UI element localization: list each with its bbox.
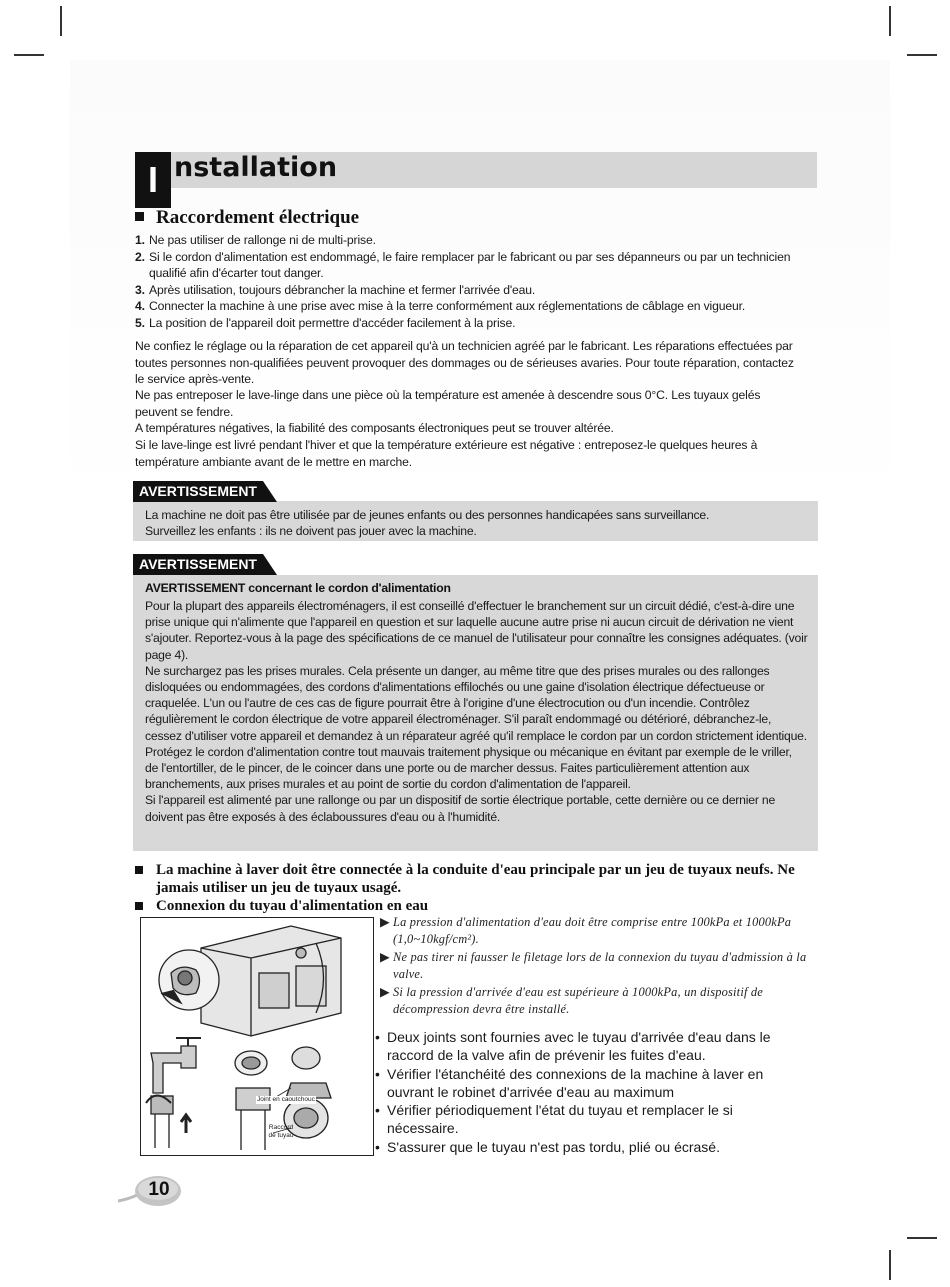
hose-check-list — [375, 1028, 805, 1156]
list-item: 5. La position de l'appareil doit permettre d'accéder facilement à la prise. — [135, 315, 516, 330]
warning-box-power-cord — [133, 575, 818, 851]
arrow-bullet-icon: ▶ — [380, 950, 390, 964]
section-heading-hoses: La machine à laver doit être connectée à la conduite d'eau principale par un jeu de tuyaux neufs. Ne jamais utiliser un jeu de tuyaux usagé. — [135, 861, 805, 897]
list-item: • S'assurer que le tuyau n'est pas tordu, plié ou écrasé. — [375, 1138, 720, 1155]
warning-box-children — [133, 501, 818, 541]
figure-label-coupler: Raccord de tuyau — [268, 1124, 294, 1139]
section-heading-electrical: Raccordement électrique — [135, 207, 359, 229]
page-title: nstallation — [174, 152, 338, 183]
warning-paragraph: Protégez le cordon d'alimentation contre tout mauvais traitement physique ou mécanique en évitant par exemple de le vriller, de l'entortiller, de le pincer, de le coincer dans une porte ou de marcher dessus. Faites particulièrement attention aux branchements, aux prises murales et au point de sortie du cordon d'alimentation de l'appareil. — [145, 744, 792, 792]
title-initial: I — [135, 152, 171, 208]
paragraph-winter-delivery: Si le lave-linge est livré pendant l'hiver et que la température extérieure est négative : entreposez-le quelques heures à température ambiante avant de le mettre en marche. — [135, 438, 758, 469]
warning-line: Surveillez les enfants : ils ne doivent pas jouer avec la machine. — [145, 524, 477, 539]
list-item: ▶ Ne pas tirer ni fausser le filetage lors de la connexion du tuyau d'admission à la valve. — [380, 950, 807, 981]
warning-paragraph: Ne surchargez pas les prises murales. Cela présente un danger, au même titre que des prises murales ou des rallonges disloquées ou endommagées, des cordons d'alimentations effilochés ou une gaine d'isolation électrique défectueuse or craquelée. L'un ou l'autre de ces cas de figure pourrait être à l'origine d'une électrocution ou d'un incendie. Contrôlez régulièrement le cordon électrique de votre appareil électroménager. S'il paraît endommagé ou détérioré, débranchez-le, cessez d'utiliser votre appareil et demandez à un réparateur agréé qu'il remplace le cordon par un cordon strictement identique. — [145, 663, 807, 743]
paragraph-negative-temp: A températures négatives, la fiabilité des composants électroniques peut se trouver altérée. — [135, 421, 614, 435]
warning-tag: AVERTISSEMENT — [133, 554, 263, 575]
hose-diagram-icon — [141, 918, 373, 1155]
list-item: 1. Ne pas utiliser de rallonge ni de multi-prise. — [135, 233, 376, 247]
paragraph-repair: Ne confiez le réglage ou la réparation de cet appareil qu'à un technicien agréé par le fabricant. Les réparations effectuées par toutes personnes non-qualifiées peuvent provoquer des dommages ou de sérieuses avaries. Pour toute réparation, contactez le service après-vente. — [135, 339, 794, 386]
list-item: 2. Si le cordon d'alimentation est endommagé, le faire remplacer par le fabricant ou par ses dépanneurs ou par un technicien qualifié afin d'écarter tout danger. — [135, 249, 791, 280]
page-number-badge — [118, 1175, 182, 1207]
arrow-bullet-icon: ▶ — [380, 915, 390, 929]
list-item: 3. Après utilisation, toujours débrancher la machine et fermer l'arrivée d'eau. — [135, 282, 536, 297]
page-number: 10 — [148, 1179, 170, 1200]
warning-tag: AVERTISSEMENT — [133, 481, 263, 502]
list-item: • Vérifier l'étanchéité des connexions de la machine à laver en ouvrant le robinet d'arrivée d'eau au maximum — [375, 1065, 764, 1100]
square-bullet-icon — [135, 212, 144, 221]
list-item: • Deux joints sont fournies avec le tuyau d'arrivée d'eau dans le raccord de la valve afin de prévenir les fuites d'eau. — [375, 1029, 771, 1064]
paragraph-frost: Ne pas entreposer le lave-linge dans une pièce où la température est amenée à descendre sous 0°C. Les tuyaux gelés peuvent se fendre. — [135, 388, 761, 419]
warning-line: La machine ne doit pas être utilisée par de jeunes enfants ou des personnes handicapées sans surveillance. — [145, 508, 710, 522]
arrow-bullet-icon: ▶ — [380, 985, 390, 999]
crop-mark — [889, 1250, 891, 1280]
warning-paragraph: Pour la plupart des appareils électroménagers, il est conseillé d'effectuer le branchement sur un circuit dédié, c'est-à-dire une prise unique qui n'alimente que l'appareil en question et sur laquelle aucune autre prise ni aucun circuit de dérivation ne vient s'ajouter. Reportez-vous à la page des spécifications de ce manuel de l'utilisateur pour connaître les consignes adéquates. (voir page 4). — [145, 599, 808, 662]
crop-mark — [889, 6, 891, 36]
pressure-notes — [380, 914, 810, 1019]
figure-label-gasket: Joint en caoutchouc — [257, 1096, 315, 1103]
crop-mark — [907, 1237, 937, 1239]
square-bullet-icon — [135, 866, 143, 874]
list-item: ▶ Si la pression d'arrivée d'eau est supérieure à 1000kPa, un dispositif de décompression devra être installé. — [380, 985, 764, 1016]
section-heading-water-connection: Connexion du tuyau d'alimentation en eau — [135, 897, 805, 915]
crop-mark — [907, 54, 937, 56]
list-item: 4. Connecter la machine à une prise avec mise à la terre conformément aux réglementations de câblage en vigueur. — [135, 299, 746, 313]
warning-subtitle: AVERTISSEMENT concernant le cordon d'alimentation — [145, 581, 451, 595]
warning-paragraph: Si l'appareil est alimenté par une rallonge ou par un dispositif de sortie électrique portable, cette dernière ou ce dernier ne doivent pas être exposés à des éclaboussures d'eau ou à l'humidité. — [145, 793, 776, 824]
electrical-steps-list — [135, 232, 805, 331]
square-bullet-icon — [135, 902, 143, 910]
list-item: ▶ La pression d'alimentation d'eau doit être comprise entre 100kPa et 1000kPa (1,0~10kgf/cm²). — [380, 915, 792, 946]
crop-mark — [60, 6, 62, 36]
crop-mark — [14, 54, 44, 56]
list-item: • Vérifier périodiquement l'état du tuyau et remplacer le si nécessaire. — [375, 1102, 733, 1137]
water-hose-illustration — [140, 917, 374, 1156]
